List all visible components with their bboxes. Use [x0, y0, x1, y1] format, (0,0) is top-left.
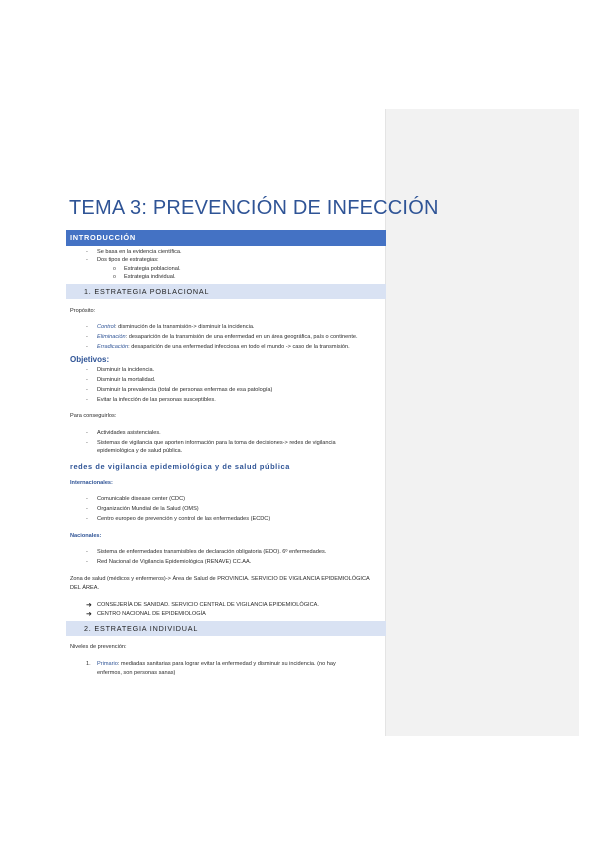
term: Eliminación: [97, 334, 126, 340]
list-item: Actividades asistenciales.: [97, 430, 161, 436]
bullet-circle: o: [113, 274, 116, 280]
bullet-dash: -: [86, 549, 88, 555]
list-item: Comunicable disease center (CDC): [97, 496, 185, 502]
list-item: [97, 334, 358, 341]
bullet-dash: -: [86, 334, 88, 340]
intro-bullet: Dos tipos de estrategias:: [97, 257, 159, 263]
section-heading-bar: [66, 621, 386, 636]
term: Primario: [97, 661, 118, 667]
list-item: [97, 661, 336, 668]
bullet-dash: -: [86, 324, 88, 330]
bullet-dash: -: [86, 387, 88, 393]
term-desc: : desaparición de una enfermedad infecciosa en todo el mundo -> caso de la transmisión.: [128, 344, 350, 350]
bullet-dash: -: [86, 344, 88, 350]
list-item-continued: enfermos, son personas sanas): [97, 670, 176, 676]
intro-sub-bullet: Estrategia individual.: [124, 274, 176, 280]
list-item: Disminuir la mortalidad.: [97, 377, 156, 383]
bullet-dash: -: [86, 397, 88, 403]
term: Erradicación: [97, 344, 129, 350]
list-item: Red Nacional de Vigilancia Epidemiológica (RENAVE) CC.AA.: [97, 559, 252, 565]
bullet-dash: -: [86, 367, 88, 373]
bullet-dash: -: [86, 249, 88, 255]
zona-line: DEL ÁREA.: [70, 585, 100, 591]
redes-heading: redes de vigilancia epidemiológica y de salud pública: [70, 462, 290, 471]
objetivos-heading: Objetivos:: [70, 355, 110, 364]
term: Control: [97, 324, 116, 330]
intro-heading: INTRODUCCIÓN: [70, 233, 136, 242]
section-heading: 2. ESTRATEGIA INDIVIDUAL: [84, 624, 199, 633]
numbered-marker: 1.: [86, 661, 91, 667]
intro-heading-bar: [66, 230, 386, 246]
term-desc: : desaparición de la transmisión de una enfermedad en un área geográfica, país o continente.: [125, 334, 358, 340]
arrow-item: CENTRO NACIONAL DE EPIDEMIOLOGÍA: [97, 611, 206, 617]
internacionales-heading: Internacionales:: [70, 480, 113, 486]
list-item: Disminuir la prevalencia (total de personas enfermas de esa patología): [97, 387, 273, 393]
intro-bullet: Se basa en la evidencia científica.: [97, 249, 182, 255]
bullet-dash: -: [86, 430, 88, 436]
list-item: Organización Mundial de la Salud (OMS): [97, 506, 199, 512]
list-item-continued: epidemiológica y de salud pública.: [97, 448, 183, 454]
zona-line: Zona de salud (médicos y enfermeros)-> Área de Salud de PROVINCIA. SERVICIO DE VIGILANCIA EPIDEMIOLÓGICA: [70, 576, 370, 582]
list-item: Evitar la infección de las personas susceptibles.: [97, 397, 216, 403]
bullet-dash: -: [86, 440, 88, 446]
list-item: [97, 344, 350, 351]
label-niveles: Niveles de prevención:: [70, 644, 127, 650]
document-title: TEMA 3: PREVENCIÓN DE INFECCIÓN: [69, 197, 439, 219]
term-desc: : mediadas sanitarias para lograr evitar la enfermedad y disminuir su incidencia. (no hay: [117, 661, 336, 667]
section-heading: 1. ESTRATEGIA POBLACIONAL: [84, 287, 210, 296]
bullet-dash: -: [86, 506, 88, 512]
bullet-dash: -: [86, 257, 88, 263]
list-item: Sistemas de vigilancia que aporten información para la toma de decisiones-> redes de vigilancia: [97, 440, 336, 446]
bullet-dash: -: [86, 559, 88, 565]
bullet-circle: o: [113, 266, 116, 272]
label-proposito: Propósito:: [70, 308, 96, 314]
bullet-dash: -: [86, 496, 88, 502]
intro-sub-bullet: Estrategia poblacional.: [124, 266, 181, 272]
arrow-right-icon: ➜: [86, 611, 92, 618]
label-conseguirlos: Para conseguirlos:: [70, 413, 117, 419]
list-item: Disminuir la incidencia.: [97, 367, 155, 373]
list-item: Centro europeo de prevención y control de las enfermedades (ECDC): [97, 516, 271, 522]
list-item: [97, 324, 255, 331]
bullet-dash: -: [86, 516, 88, 522]
term-desc: : disminución de la transmisión-> disminuir la incidencia.: [115, 324, 255, 330]
list-item: Sistema de enfermedades transmisibles de declaración obligatoria (EDO). 6º enfermedades.: [97, 549, 327, 555]
arrow-right-icon: ➜: [86, 602, 92, 609]
section-heading-bar: [66, 284, 386, 299]
nacionales-heading: Nacionales:: [70, 533, 102, 539]
arrow-item: CONSEJERÍA DE SANIDAD. SERVICIO CENTRAL DE VIGILANCIA EPIDEMIOLÓGICA.: [97, 602, 319, 608]
bullet-dash: -: [86, 377, 88, 383]
